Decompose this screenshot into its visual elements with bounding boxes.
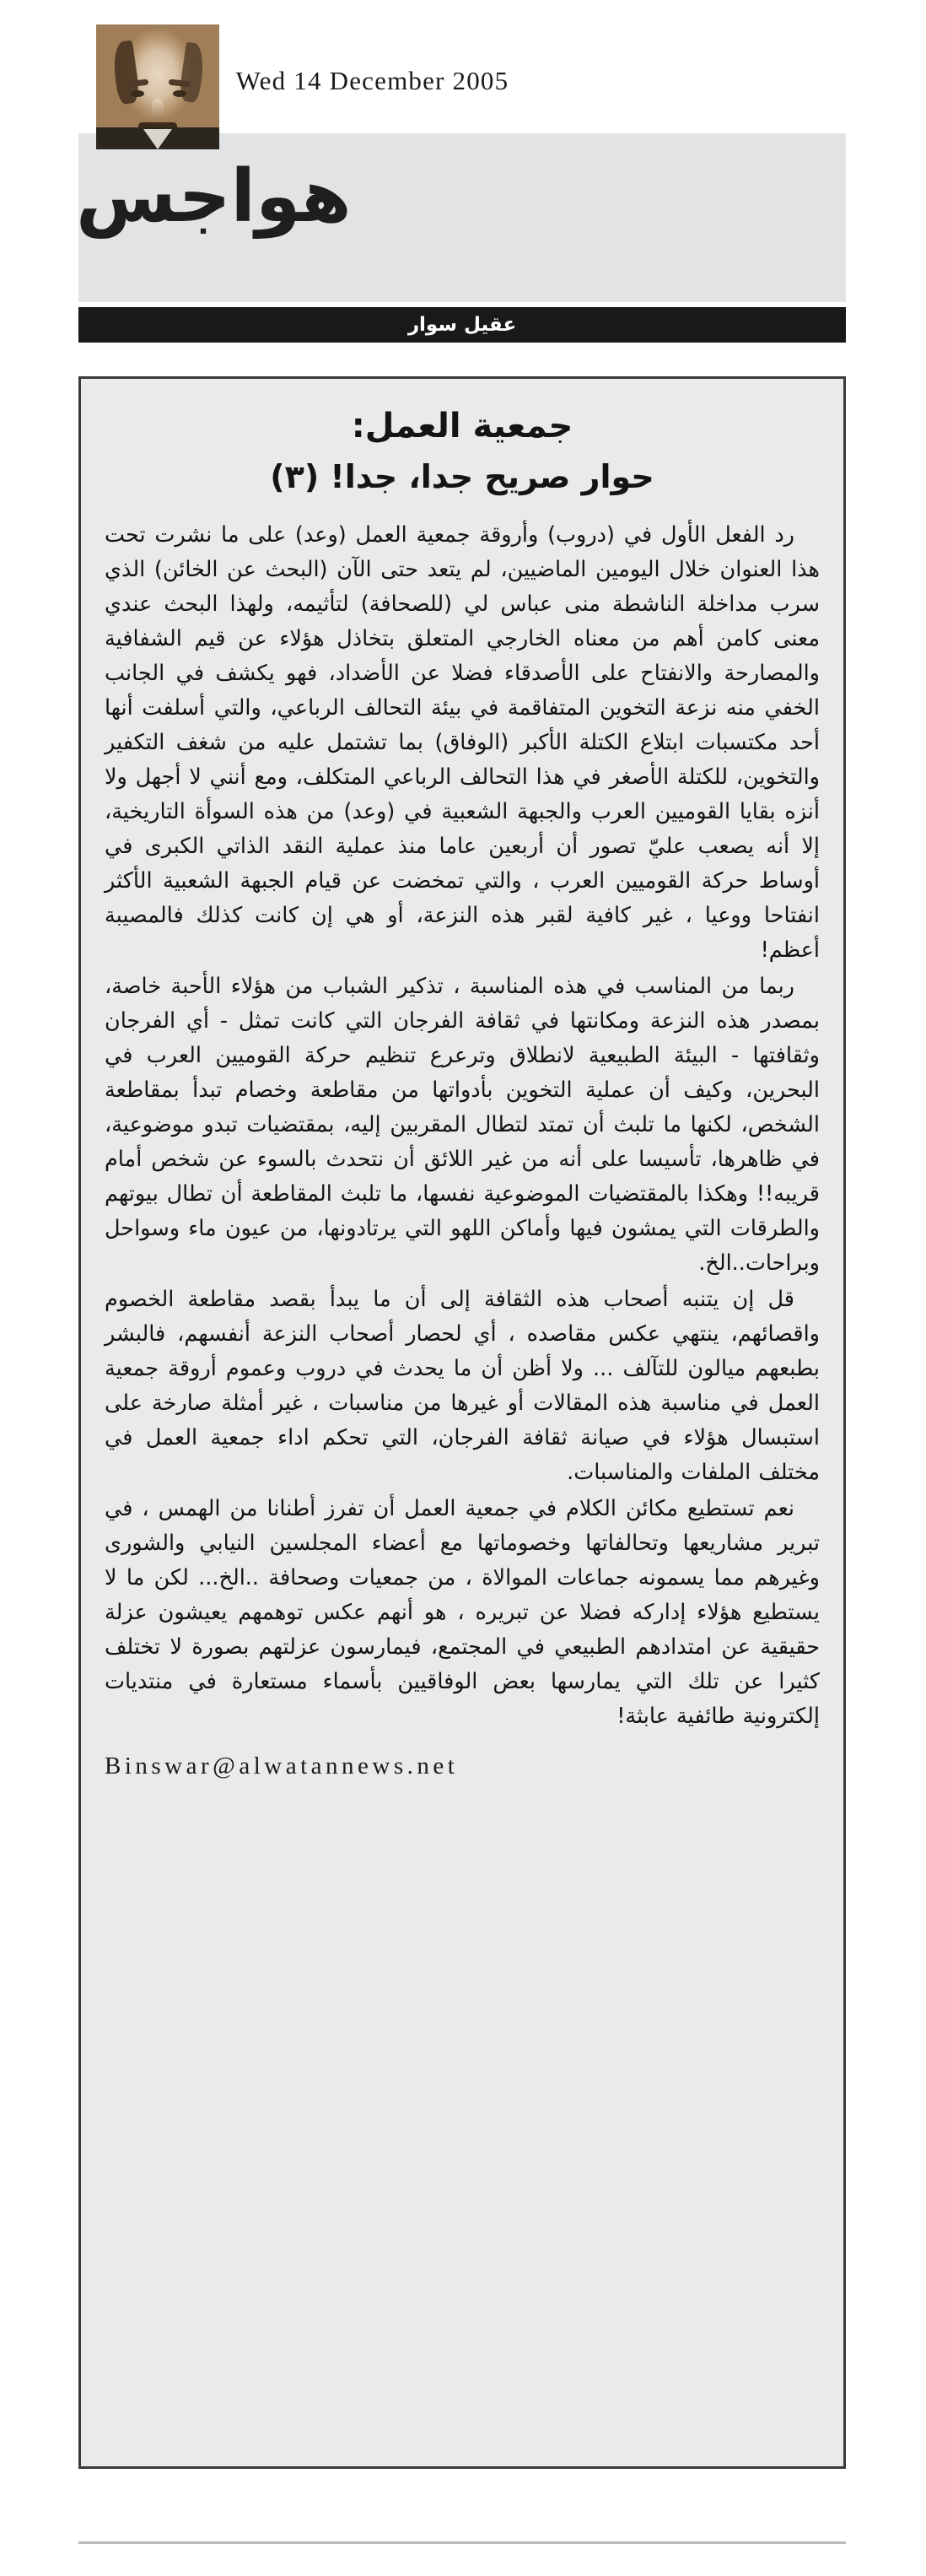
- headline-line-1: جمعية العمل:: [351, 407, 573, 446]
- masthead: [0, 0, 926, 336]
- publication-date: Wed 14 December 2005: [235, 66, 509, 95]
- portrait-nose: [152, 99, 164, 121]
- portrait-eye-left: [131, 90, 144, 97]
- headline-line-2: حوار صريح جدا، جدا! (٣): [270, 458, 654, 495]
- author-name: عقيل سوار: [407, 314, 517, 336]
- article-paragraph: قل إن يتنبه أصحاب هذه الثقافة إلى أن ما يبدأ بقصد مقاطعة الخصوم واقصائهم، ينتهي عكس مقاصده ، أي لحصار أصحاب النزعة أنفسهم، فالبشر بطبعهم ميالون للتآلف ... ولا أظن أن ما يحدث في دروب وعموم أروقة جمعية العمل في مناسبة هذه المقالات أو غيرها من مناسبات ، غير أمثلة صارخة على استبسال هؤلاء في صيانة ثقافة الفرجان، التي تحكم اداء جمعية العمل في مختلف الملفات والمناسبات.: [105, 1286, 820, 1485]
- author-email[interactable]: Binswar@alwatannews.net: [105, 1752, 459, 1779]
- article-paragraph: نعم تستطيع مكائن الكلام في جمعية العمل أن تفرز أطنانا من الهمس ، في تبرير مشاريعها وتحالفاتها وخصوماتها مع أعضاء المجلسين النيابي والشورى وغيرهم مما يسمونه جماعات الموالاة ، من جمعيات وصحافة ..الخ... لكن ما لا يستطيع هؤلاء إداركه فضلا عن تبريره ، هو أنهم عكس توهمهم يعيشون عزلة حقيقية عن امتدادهم الطبيعي في المجتمع، فيمارسون عزلتهم بصورة لا تختلف كثيرا عن تلك التي يمارسها بعض الوفاقيين بأسماء مستعارة في منتديات إلكترونية طائفية عابثة!: [105, 1495, 820, 1729]
- article-paragraph: رد الفعل الأول في (دروب) وأروقة جمعية العمل (وعد) على ما نشرت تحت هذا العنوان خلال اليومين الماضيين، لم يتعد حتى الآن (البحث عن الخائن) الذي سرب مداخلة الناشطة منى عباس لي (للصحافة) لتأثيمه، ولهذا البحث عندي معنى كامن أهم من معناه الخارجي المتعلق بتخاذل هؤلاء عن قيم الشفافية والمصارحة والانفتاح على الأصدقاء فضلا عن الأضداد، فهو يكشف في الجانب الخفي منه نزعة التخوين المتفاقمة في بيئة التحالف الرباعي، والتي أسلفت أنها أحد مكتسبات ابتلاع الكتلة الأكبر (الوفاق) بما تشتمل عليه من شغف التكفير والتخوين، للكتلة الأصغر في هذا التحالف الرباعي المتكلف، ومع أنني لا أجهل ولا أنزه بقايا القوميين العرب والجبهة الشعبية في (وعد) من هذه السوأة التاريخية، إلا أنه يصعب عليّ تصور أن أربعين عاما منذ عملية النقد الذاتي الكبرى في أوساط حركة القوميين العرب ، والتي تمخضت عن قيام الجبهة الشعبية الأكثر انفتاحا ووعيا ، غير كافية لقبر هذه النزعة، أو هي إن كانت كذلك فالمصيبة أعظم!: [105, 521, 820, 963]
- column-title-text: هواجس: [76, 154, 352, 239]
- portrait-brow-left: [127, 79, 149, 88]
- article-headline: [105, 401, 820, 503]
- page-bottom-divider: [78, 2541, 846, 2544]
- article-body-box: [78, 376, 846, 2469]
- article-paragraph: ربما من المناسب في هذه المناسبة ، تذكير الشباب من هؤلاء الأحبة خاصة، بمصدر هذه النزعة ومكانتها في ثقافة الفرجان التي كانت تمثل - أي الفرجان وثقافتها - البيئة الطبيعية لانطلاق وترعرع تنظيم حركة القوميين العرب في البحرين، وكيف أن عملية التخوين بأدواتها من مقاطعة وخصام تبدأ بمقاطعة الشخص، لكنها ما تلبث أن تمتد لتطال المقربين إليه، بمقتضيات تبدو موضوعية، في ظاهرها، تأسيسا على أنه من غير اللائق أن نتحدث بالسوء عن شخص أمام قريبه!! وهكذا بالمقتضيات الموضوعية نفسها، ما تلبث المقاطعة أن تطال بيوتهم والطرقات التي يمشون فيها وأماكن اللهو التي يرتادونها، من عيون ماء وسواحل وبراحات..الخ.: [105, 973, 820, 1276]
- article-text: [105, 518, 820, 1734]
- author-byline-bar: [78, 307, 846, 343]
- portrait-brow-right: [169, 79, 191, 88]
- portrait-eye-right: [173, 90, 186, 97]
- author-portrait-image: [96, 24, 219, 149]
- column-title: [0, 154, 846, 239]
